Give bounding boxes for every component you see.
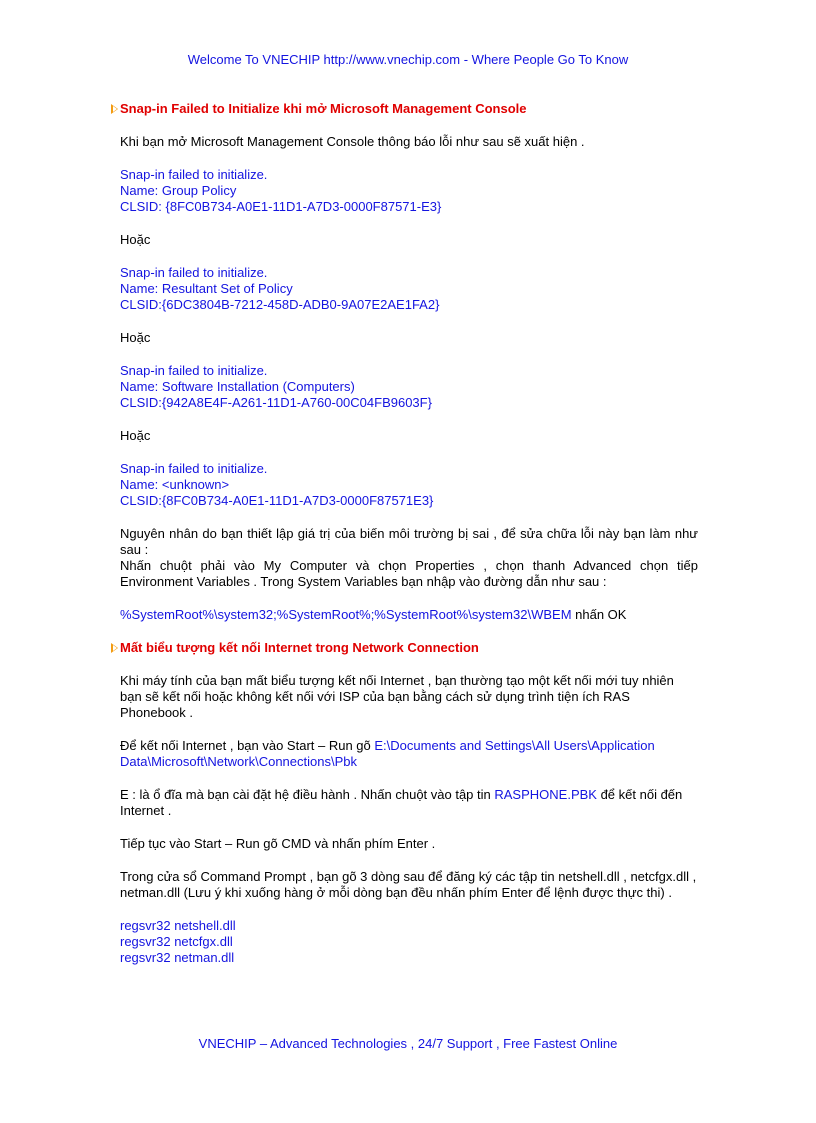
text-prefix: E : là ổ đĩa mà bạn cài đặt hệ điều hành . Nhấn chuột vào tập tin [120,787,495,802]
error-block [120,167,698,215]
folder-path: E:\Documents and Settings\All Users\Application Data\Microsoft\Network\Connections\Pbk [120,738,655,769]
error-line: Snap-in failed to initialize. [120,363,268,378]
error-line: CLSID:{942A8E4F-A261-11D1-A760-00C04FB9603F} [120,395,432,410]
section-title: Mất biểu tượng kết nối Internet trong Network Connection [120,640,479,655]
error-line: Snap-in failed to initialize. [120,461,268,476]
arrow-bullet-icon [111,643,118,653]
error-line: Name: Resultant Set of Policy [120,281,293,296]
error-block [120,363,698,411]
section-heading-snapin [120,101,698,117]
path-suffix: nhấn OK [571,607,627,622]
error-line: Name: <unknown> [120,477,230,492]
error-line: CLSID:{6DC3804B-7212-458D-ADB0-9A07E2AE1FA2} [120,297,440,312]
command-line: regsvr32 netman.dll [120,950,235,965]
command-list [120,918,698,966]
or-text: Hoặc [120,232,151,247]
paragraph: Nguyên nhân do bạn thiết lập giá trị của biến môi trường bị sai , để sửa chữa lỗi này bạn làm như sau : [120,526,698,557]
or-text: Hoặc [120,428,151,443]
error-line: CLSID: {8FC0B734-A0E1-11D1-A7D3-0000F87571-E3} [120,199,442,214]
page-header: Welcome To VNECHIP http://www.vnechip.com - Where People Go To Know [187,52,629,67]
section-heading-network [120,640,698,656]
text-prefix: Để kết nối Internet , bạn vào Start – Run gõ [120,738,375,753]
path-paragraph [120,607,698,623]
command-line: regsvr32 netshell.dll [120,918,236,933]
file-name: RASPHONE.PBK [494,787,597,802]
error-line: CLSID:{8FC0B734-A0E1-11D1-A7D3-0000F87571E3} [120,493,434,508]
arrow-bullet-icon [111,104,118,114]
paragraph [120,738,698,770]
error-line: Snap-in failed to initialize. [120,265,268,280]
page-footer: VNECHIP – Advanced Technologies , 24/7 Support , Free Fastest Online [198,1036,618,1051]
paragraph: Trong cửa sổ Command Prompt , bạn gõ 3 dòng sau để đăng ký các tập tin netshell.dll , netcfgx.dll , netman.dll (Lưu ý khi xuống hàng ở mỗi dòng bạn đều nhấn phím Enter để lệnh được thực thi) . [120,869,697,900]
text-suffix: để kết nối đến Internet . [120,787,683,818]
command-line: regsvr32 netcfgx.dll [120,934,233,949]
error-line: Name: Software Installation (Computers) [120,379,355,394]
document-body [120,101,698,966]
paragraph: Khi máy tính của bạn mất biểu tượng kết nối Internet , bạn thường tạo một kết nối mới tuy nhiên bạn sẽ kết nối hoặc không kết nối với ISP của bạn bằng cách sử dụng trình tiện ích RAS Phonebook . [120,673,674,720]
paragraph: Khi bạn mở Microsoft Management Console thông báo lỗi như sau sẽ xuất hiện . [120,134,585,149]
env-path-value: %SystemRoot%\system32;%SystemRoot%;%SystemRoot%\system32\WBEM [120,607,572,622]
or-text: Hoặc [120,330,151,345]
error-line: Snap-in failed to initialize. [120,167,268,182]
error-line: Name: Group Policy [120,183,237,198]
paragraph: Nhấn chuột phải vào My Computer và chọn Properties , chọn thanh Advanced chọn tiếp Environment Variables . Trong System Variables bạn nhập vào đường dẫn như sau : [120,558,698,589]
error-block [120,265,698,313]
paragraph: Tiếp tục vào Start – Run gõ CMD và nhấn phím Enter . [120,836,436,851]
error-block [120,461,698,509]
section-title: Snap-in Failed to Initialize khi mở Microsoft Management Console [120,101,527,116]
paragraph [120,787,698,819]
